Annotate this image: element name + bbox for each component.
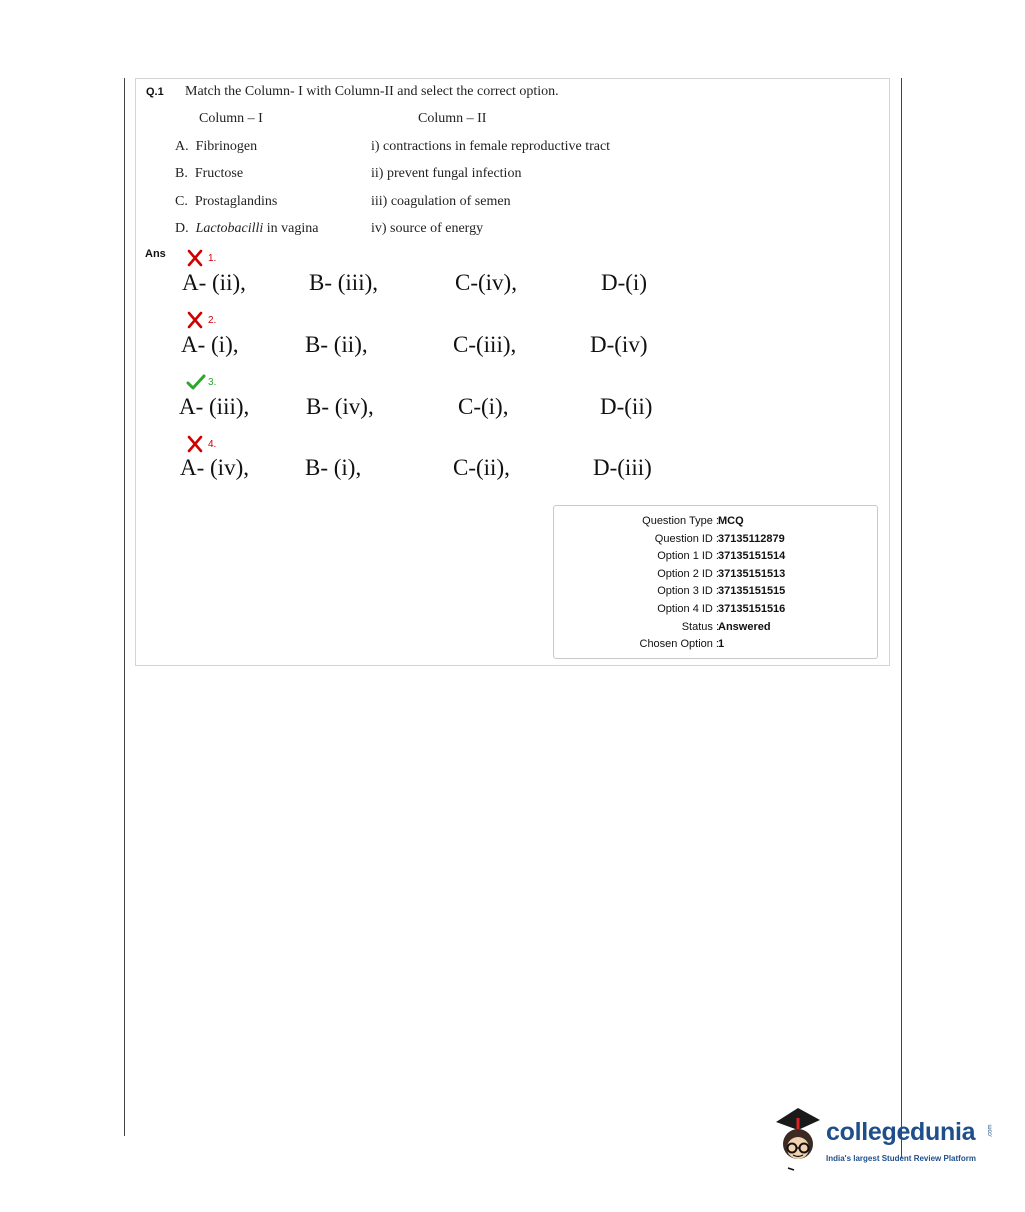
question-number: Q.1 — [146, 86, 164, 98]
option-3-number: 3. — [208, 377, 217, 388]
option-1-part-a: A- (ii), — [182, 270, 246, 295]
left-margin-line — [124, 78, 125, 1136]
option-3-marker — [186, 373, 216, 391]
meta-status: Status : Answered — [681, 621, 771, 633]
meta-option-1-id: Option 1 ID : 37135151514 — [657, 550, 786, 562]
checkmark-icon — [186, 373, 206, 391]
column-ii-item-1: i) contractions in female reproductive tract — [371, 139, 611, 154]
meta-chosen-option: Chosen Option : 1 — [639, 638, 725, 650]
column-i-item-c: C. Prostaglandins — [175, 194, 278, 209]
option-4-part-a: A- (iv), — [180, 455, 249, 480]
option-2-part-d: D-(iv) — [590, 332, 648, 357]
column-i-item-d: D. Lactobacilli in vagina — [175, 221, 319, 236]
option-3-part-d: D-(ii) — [600, 394, 653, 419]
cross-icon — [186, 435, 204, 453]
column-ii-item-3: iii) coagulation of semen — [371, 194, 511, 209]
option-1-part-c: C-(iv), — [455, 270, 517, 295]
option-4-part-c: C-(ii), — [453, 455, 510, 480]
brand-suffix: .com — [987, 1124, 994, 1138]
option-1-number: 1. — [208, 253, 217, 264]
option-4-marker — [186, 435, 216, 453]
option-3-part-b: B- (iv), — [306, 394, 374, 419]
column-i-header: Column – I — [199, 111, 263, 126]
option-1-part-d: D-(i) — [601, 270, 647, 295]
meta-option-3-id: Option 3 ID : 37135151515 — [657, 585, 786, 597]
cross-icon — [186, 249, 204, 267]
option-2-part-b: B- (ii), — [305, 332, 368, 357]
question-text: Match the Column- I with Column-II and select the correct option. — [185, 84, 559, 99]
cross-icon — [186, 311, 204, 329]
option-3-part-c: C-(i), — [458, 394, 509, 419]
meta-option-2-id: Option 2 ID : 37135151513 — [657, 568, 786, 580]
option-2-number: 2. — [208, 315, 217, 326]
option-2-part-a: A- (i), — [181, 332, 239, 357]
meta-option-4-id: Option 4 ID : 37135151516 — [657, 603, 786, 615]
brand-tagline: India's largest Student Review Platform — [826, 1154, 976, 1163]
mascot-icon — [768, 1102, 826, 1172]
option-3-part-a: A- (iii), — [179, 394, 250, 419]
brand-name: collegedunia — [826, 1118, 976, 1146]
column-i-item-a: A. Fibrinogen — [175, 139, 258, 154]
question-meta-panel — [553, 505, 878, 659]
option-4-number: 4. — [208, 439, 217, 450]
column-ii-item-4: iv) source of energy — [371, 221, 484, 236]
column-i-item-b: B. Fructose — [175, 166, 244, 181]
option-2-part-c: C-(iii), — [453, 332, 517, 357]
option-1-part-b: B- (iii), — [309, 270, 378, 295]
meta-question-id: Question ID : 37135112879 — [654, 533, 785, 545]
option-2-marker — [186, 311, 216, 329]
meta-question-type: Question Type : MCQ — [642, 515, 744, 527]
answer-label: Ans — [145, 248, 166, 260]
option-1-marker — [186, 249, 216, 267]
right-margin-line — [901, 78, 902, 1158]
column-ii-header: Column – II — [418, 111, 487, 126]
option-4-part-b: B- (i), — [305, 455, 362, 480]
option-4-part-d: D-(iii) — [593, 455, 652, 480]
collegedunia-logo — [768, 1102, 998, 1182]
column-ii-item-2: ii) prevent fungal infection — [371, 166, 522, 181]
